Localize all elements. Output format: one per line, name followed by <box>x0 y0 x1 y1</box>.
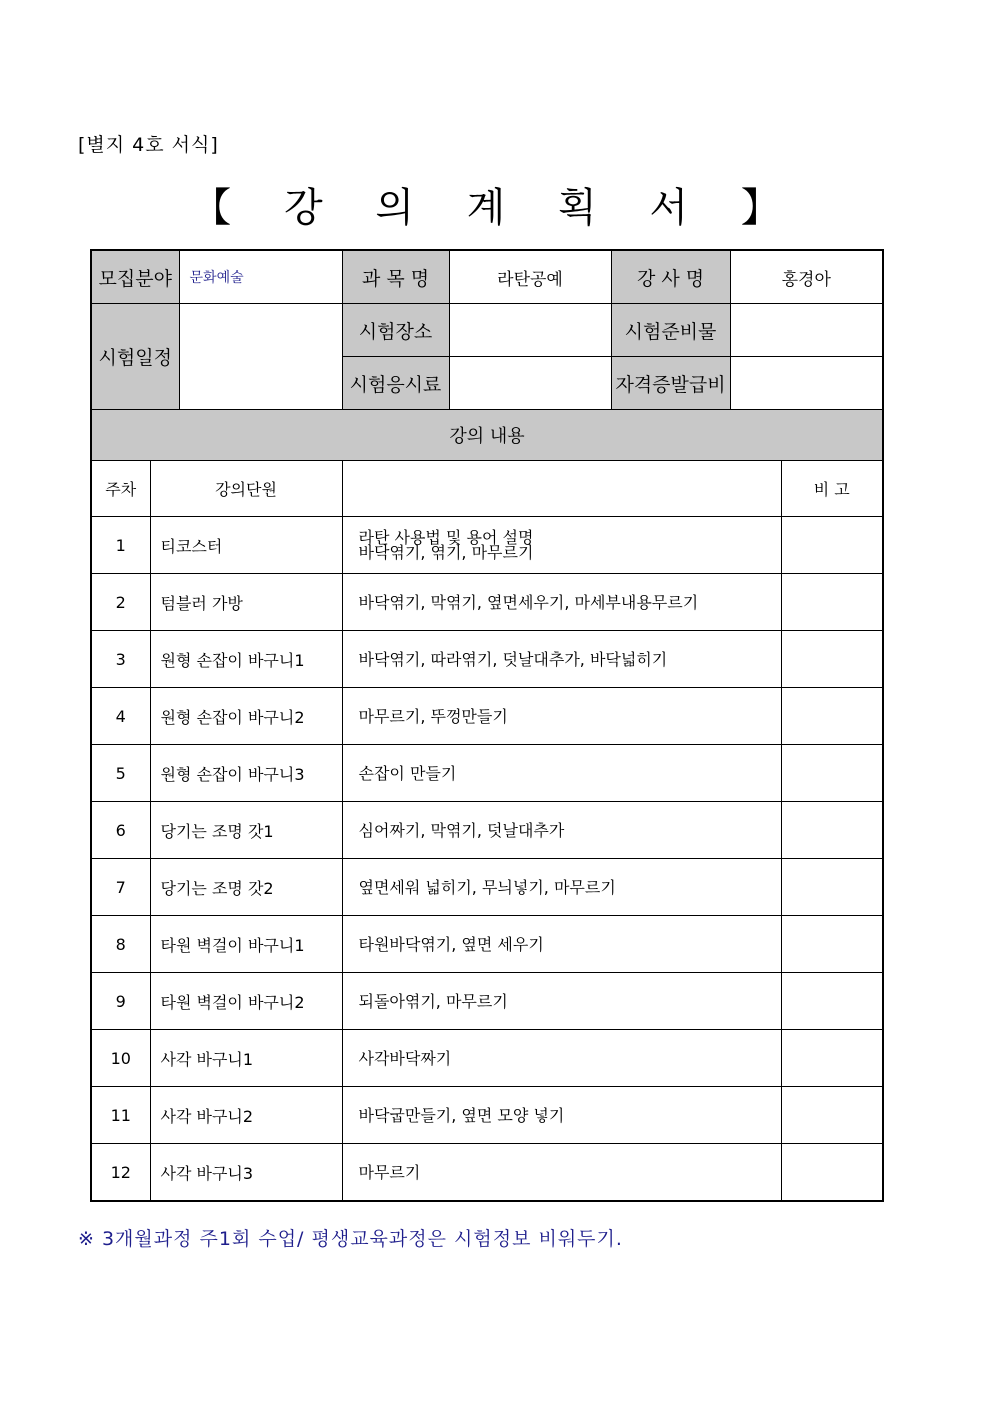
exam-place-label: 시험장소 <box>342 304 449 357</box>
week-cell: 12 <box>91 1144 150 1202</box>
exam-materials-label: 시험준비물 <box>611 304 730 357</box>
content-cell <box>342 517 781 574</box>
content-line: 손잡이 만들기 <box>358 763 457 783</box>
exam-place-value <box>449 304 611 357</box>
subject-label: 과 목 명 <box>342 250 449 304</box>
field-label: 모집분야 <box>91 250 179 304</box>
content-line: 라탄 사용법 및 용어 설명 <box>358 528 534 547</box>
unit-cell: 원형 손잡이 바구니2 <box>150 688 342 745</box>
week-cell: 2 <box>91 574 150 631</box>
note-cell <box>781 1144 883 1202</box>
exam-fee-value <box>449 357 611 410</box>
table-row <box>91 1144 883 1202</box>
note-cell <box>781 688 883 745</box>
unit-cell: 텀블러 가방 <box>150 574 342 631</box>
content-cell <box>342 916 781 973</box>
content-cell <box>342 973 781 1030</box>
content-line: 되돌아엮기, 마무르기 <box>358 991 508 1011</box>
week-cell: 7 <box>91 859 150 916</box>
table-row <box>91 916 883 973</box>
unit-cell: 당기는 조명 갓2 <box>150 859 342 916</box>
note-cell <box>781 631 883 688</box>
unit-cell: 사각 바구니1 <box>150 1030 342 1087</box>
table-row <box>91 859 883 916</box>
content-line: 사각바닥짜기 <box>358 1048 452 1068</box>
note-cell <box>781 916 883 973</box>
note-cell <box>781 1030 883 1087</box>
table-row <box>91 688 883 745</box>
table-row <box>91 517 883 574</box>
column-header-note: 비 고 <box>781 461 883 517</box>
content-line: 마무르기, 뚜껑만들기 <box>358 706 508 726</box>
content-line: 바닥엮기, 막엮기, 옆면세우기, 마세부내용무르기 <box>358 592 699 612</box>
unit-cell: 티코스터 <box>150 517 342 574</box>
week-cell: 4 <box>91 688 150 745</box>
content-cell <box>342 631 781 688</box>
exam-fee-label: 시험응시료 <box>342 357 449 410</box>
note-cell <box>781 1087 883 1144</box>
unit-cell: 사각 바구니2 <box>150 1087 342 1144</box>
table-row <box>91 973 883 1030</box>
content-line: 타원바닥엮기, 옆면 세우기 <box>358 934 544 954</box>
cert-fee-label: 자격증발급비 <box>611 357 730 410</box>
unit-cell: 당기는 조명 갓1 <box>150 802 342 859</box>
table-row <box>91 802 883 859</box>
field-value: 문화예술 <box>179 250 342 304</box>
column-header-unit: 강의단원 <box>150 461 342 517</box>
column-header-week: 주차 <box>91 461 150 517</box>
content-cell <box>342 574 781 631</box>
unit-cell: 타원 벽걸이 바구니2 <box>150 973 342 1030</box>
content-cell <box>342 859 781 916</box>
table-row <box>91 574 883 631</box>
unit-cell: 사각 바구니3 <box>150 1144 342 1202</box>
content-line: 마무르기 <box>358 1162 421 1182</box>
content-cell <box>342 688 781 745</box>
note-cell <box>781 973 883 1030</box>
cert-fee-value <box>730 357 883 410</box>
note-cell <box>781 859 883 916</box>
note-cell <box>781 802 883 859</box>
unit-cell: 원형 손잡이 바구니3 <box>150 745 342 802</box>
week-cell: 1 <box>91 517 150 574</box>
week-cell: 5 <box>91 745 150 802</box>
content-line: 심어짜기, 막엮기, 덧날대추가 <box>358 820 565 840</box>
exam-schedule-value <box>179 304 342 410</box>
week-cell: 9 <box>91 973 150 1030</box>
content-cell <box>342 1144 781 1202</box>
content-cell <box>342 1030 781 1087</box>
instructor-label: 강 사 명 <box>611 250 730 304</box>
table-row <box>91 631 883 688</box>
column-header-content <box>342 461 781 517</box>
note-cell <box>781 574 883 631</box>
table-row <box>91 745 883 802</box>
exam-materials-value <box>730 304 883 357</box>
page-title: 【 강 의 계 획 서 】 <box>191 185 801 231</box>
week-cell: 3 <box>91 631 150 688</box>
unit-cell: 원형 손잡이 바구니1 <box>150 631 342 688</box>
content-line: 옆면세워 넓히기, 무늬넣기, 마무르기 <box>358 877 616 897</box>
week-cell: 8 <box>91 916 150 973</box>
footnote: ※ 3개월과정 주1회 수업/ 평생교육과정은 시험정보 비워두기. <box>78 1228 623 1250</box>
week-cell: 6 <box>91 802 150 859</box>
table-row <box>91 1030 883 1087</box>
instructor-value: 홍경아 <box>730 250 883 304</box>
section-title: 강의 내용 <box>91 410 883 461</box>
note-cell <box>781 517 883 574</box>
content-cell <box>342 745 781 802</box>
content-line: 바닥엮기, 따라엮기, 덧날대추가, 바닥넓히기 <box>358 649 668 669</box>
content-line: 바닥굽만들기, 옆면 모양 넣기 <box>358 1105 565 1125</box>
content-cell <box>342 802 781 859</box>
table-row <box>91 1087 883 1144</box>
unit-cell: 타원 벽걸이 바구니1 <box>150 916 342 973</box>
week-cell: 11 <box>91 1087 150 1144</box>
week-cell: 10 <box>91 1030 150 1087</box>
content-line: 바닥엮기, 엮기, 마무르기 <box>358 543 534 562</box>
form-label: [별지 4호 서식] <box>78 134 219 156</box>
subject-value: 라탄공예 <box>449 250 611 304</box>
exam-schedule-label: 시험일정 <box>91 304 179 410</box>
lecture-plan-table <box>90 249 884 1202</box>
content-cell <box>342 1087 781 1144</box>
note-cell <box>781 745 883 802</box>
